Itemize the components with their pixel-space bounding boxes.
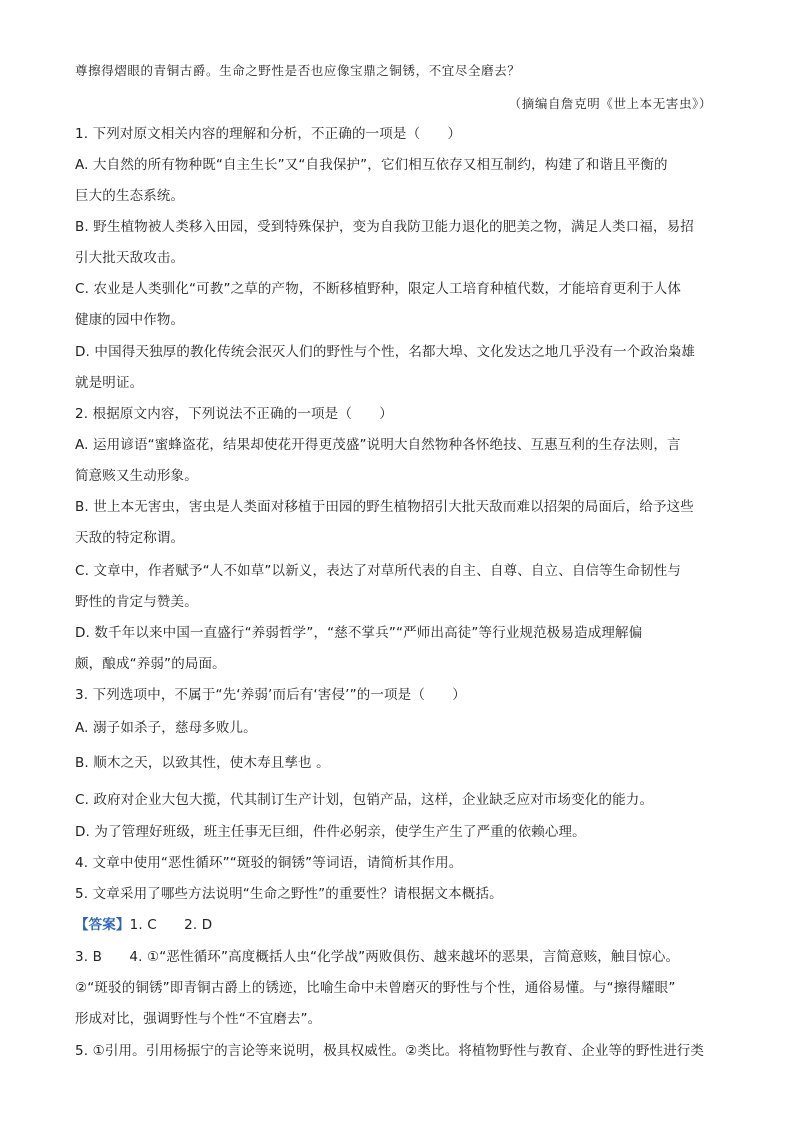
- answer-line-3-4: 3. B 4. ①“恶性循环”高度概括人虫“化学战”两败俱伤、越来越坏的恶果，言简意赅，触目惊心。: [75, 949, 680, 965]
- question-1-option-a: A. 大自然的所有物种既“自主生长”又“自我保护”，它们相互依存又相互制约，构建了和谐且平衡的: [75, 157, 668, 173]
- question-3-option-a: A. 溺子如杀子，慈母多败儿。: [75, 720, 257, 736]
- passage-source: （摘编自詹克明《世上本无害虫》）: [508, 96, 712, 111]
- question-2-option-a: A. 运用谚语“蜜蜂盗花，结果却使花开得更茂盛”说明大自然物种各怀绝技、互惠互利的生存法则，言: [75, 437, 681, 453]
- question-1-option-c: C. 农业是人类驯化“可教”之草的产物，不断移植野种，限定人工培育种植代数，才能培育更利于人体: [75, 281, 682, 297]
- question-2-option-b-cont: 天敌的特定称谓。: [75, 530, 185, 546]
- question-2-option-d-cont: 颇，酿成“养弱”的局面。: [75, 656, 226, 672]
- answer-header-line: [75, 915, 212, 935]
- question-3-option-c: C. 政府对企业大包大揽，代其制订生产计划，包销产品，这样，企业缺乏应对市场变化的能力。: [75, 792, 654, 808]
- question-1-option-a-cont: 巨大的生态系统。: [75, 188, 185, 204]
- question-3-option-d: D. 为了管理好班级，班主任事无巨细，件件必躬亲，使学生产生了严重的依赖心理。: [75, 824, 586, 840]
- question-4-stem: 4. 文章中使用“恶性循环”“斑驳的铜锈”等词语，请简析其作用。: [75, 855, 463, 871]
- question-2-stem: 2. 根据原文内容，下列说法不正确的一项是（ ）: [75, 406, 393, 422]
- question-1-option-b-cont: 引大批天敌攻击。: [75, 250, 185, 266]
- question-1-option-d-cont: 就是明证。: [75, 375, 144, 391]
- answer-tag: 【答案】: [75, 917, 130, 933]
- question-2-option-c-cont: 野性的肯定与赞美。: [75, 594, 198, 610]
- answer-choices-1-2: 1. C 2. D: [129, 917, 213, 933]
- question-2-option-b: B. 世上本无害虫，害虫是人类面对移植于田园的野生植物招引大批天敌而难以招架的局面后，给予这些: [75, 499, 694, 515]
- passage-closing-line: 尊擦得熠眼的青铜古爵。生命之野性是否也应像宝鼎之铜锈，不宜尽全磨去？: [75, 63, 521, 78]
- question-1-option-d: D. 中国得天独厚的教化传统会泯灭人们的野性与个性，名都大埠、文化发达之地几乎没有一个政治枭雄: [75, 344, 696, 360]
- answer-line-4-cont: ②“斑驳的铜锈”即青铜古爵上的锈迹，比喻生命中未曾磨灭的野性与个性，通俗易懂。与“擦得耀眼”: [75, 980, 676, 996]
- question-5-stem: 5. 文章采用了哪些方法说明“生命之野性”的重要性？请根据文本概括。: [75, 886, 503, 902]
- question-1-stem: 1. 下列对原文相关内容的理解和分析，不正确的一项是（ ）: [75, 126, 462, 142]
- question-3-stem: 3. 下列选项中，不属于“先‘养弱’而后有‘害侵’”的一项是（ ）: [75, 687, 466, 703]
- question-2-option-a-cont: 简意赅又生动形象。: [75, 468, 198, 484]
- answer-line-4-end: 形成对比，强调野性与个性“不宜磨去”。: [75, 1011, 322, 1027]
- question-3-option-b: B. 顺木之天，以致其性，使木寿且孳也 。: [75, 755, 330, 771]
- question-2-option-c: C. 文章中，作者赋予“人不如草”以新义，表达了对草所代表的自主、自尊、自立、自信等生命韧性与: [75, 563, 682, 579]
- question-1-option-b: B. 野生植物被人类移入田园，受到特殊保护，变为自我防卫能力退化的肥美之物，满足人类口福，易招: [75, 219, 694, 235]
- answer-line-5: 5. ①引用。引用杨振宁的言论等来说明，极具权威性。②类比。将植物野性与教育、企业等的野性进行类: [75, 1043, 705, 1059]
- question-2-option-d: D. 数千年以来中国一直盛行“养弱哲学”，“慈不掌兵”“严师出高徒”等行业规范极易造成理解偏: [75, 625, 643, 641]
- question-1-option-c-cont: 健康的园中作物。: [75, 312, 185, 328]
